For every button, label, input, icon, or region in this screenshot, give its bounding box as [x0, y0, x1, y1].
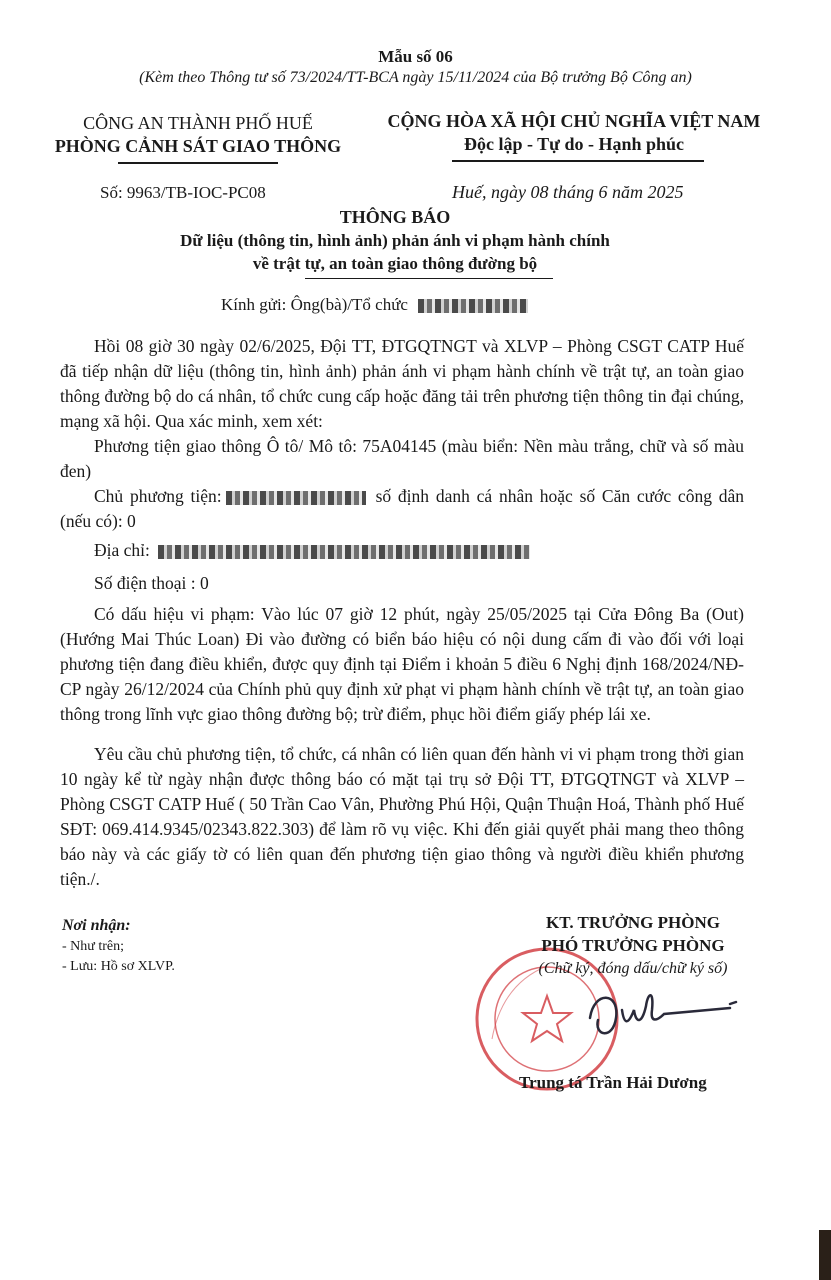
- signer-title-1: KT. TRƯỞNG PHÒNG: [546, 913, 720, 932]
- violation-paragraph: Có dấu hiệu vi phạm: Vào lúc 07 giờ 12 phút, ngày 25/05/2025 tại Cửa Đông Ba (Out) (Hướng Mai Thúc Loan) Đi vào đường có biển báo hiệu có nội dung cấm đi vào đối với loại phương tiện đang điều khiển, được quy định tại Điểm i khoản 5 điều 6 Nghị định 168/2024/NĐ-CP ngày 26/12/2024 của Chính phủ quy định xử phạt vi phạm hành chính về trật tự, an toàn giao thông trong lĩnh vực giao thông đường bộ; trừ điểm, phục hồi điểm giấy phép lái xe.: [60, 604, 744, 724]
- attached-note: (Kèm theo Thông tư số 73/2024/TT-BCA ngày 15/11/2024 của Bộ trưởng Bộ Công an): [139, 69, 692, 86]
- motto-underline: [452, 160, 704, 162]
- phone-paragraph: Số điện thoại : 0: [94, 573, 209, 593]
- address-paragraph: [60, 538, 744, 563]
- address-label: Địa chỉ:: [94, 540, 150, 560]
- request-paragraph: Yêu cầu chủ phương tiện, tổ chức, cá nhân có liên quan đến hành vi vi phạm trong thời gian 10 ngày kể từ ngày nhận được thông báo có mặt tại trụ sở Đội TT, ĐTGQTNGT và XLVP – Phòng CSGT CATP Huế ( 50 Trần Cao Vân, Phường Phú Hội, Quận Thuận Hoá, Thành phố Huế SĐT: 069.414.9345/02343.822.303) để làm rõ vụ việc. Khi đến giải quyết phải mang theo thông báo này và các giấy tờ có liên quan đến phương tiện giao thông và người điều khiển phương tiện./.: [60, 744, 744, 889]
- signer-title-2: PHÓ TRƯỞNG PHÒNG: [541, 936, 725, 955]
- owner-redacted: [226, 491, 366, 505]
- recipient-label: Kính gửi: Ông(bà)/Tổ chức: [221, 295, 408, 314]
- place-date: Huế, ngày 08 tháng 6 năm 2025: [452, 182, 684, 202]
- subtitle-underline: [305, 278, 553, 279]
- doc-number: Số: 9963/TB-IOC-PC08: [100, 183, 266, 202]
- recipient-redacted: [418, 299, 528, 313]
- recipients-item-1: - Như trên;: [62, 939, 125, 954]
- agency-line1: CÔNG AN THÀNH PHỐ HUẾ: [83, 113, 313, 133]
- nation-line1: CỘNG HÒA XÃ HỘI CHỦ NGHĨA VIỆT NAM: [387, 111, 761, 131]
- owner-rest: số định danh cá nhân hoặc số Căn cước công dân (nếu có): 0: [60, 486, 745, 531]
- recipient-line: [221, 295, 528, 315]
- owner-label: Chủ phương tiện:: [94, 486, 222, 506]
- signer-note: (Chữ ký, đóng dấu/chữ ký số): [538, 960, 728, 977]
- form-number: Mẫu số 06: [378, 47, 453, 66]
- address-redacted: [158, 545, 530, 559]
- owner-paragraph: [60, 484, 744, 534]
- photo-edge-shadow: [819, 1230, 831, 1280]
- agency-underline: [118, 162, 278, 164]
- agency-line2: PHÒNG CẢNH SÁT GIAO THÔNG: [54, 136, 342, 156]
- recipients-item-2: - Lưu: Hồ sơ XLVP.: [62, 959, 175, 974]
- vehicle-paragraph: Phương tiện giao thông Ô tô/ Mô tô: 75A04145 (màu biển: Nền màu trắng, chữ và số màu đen): [60, 436, 744, 481]
- doc-subtitle-2: về trật tự, an toàn giao thông đường bộ: [252, 254, 538, 273]
- signer-name: Trung tá Trần Hải Dương: [519, 1073, 707, 1092]
- nation-line2: Độc lập - Tự do - Hạnh phúc: [463, 134, 685, 154]
- doc-subtitle-1: Dữ liệu (thông tin, hình ảnh) phản ánh vi phạm hành chính: [180, 231, 610, 250]
- recipients-heading: Nơi nhận:: [62, 917, 131, 934]
- intro-paragraph: Hồi 08 giờ 30 ngày 02/6/2025, Đội TT, ĐTGQTNGT và XLVP – Phòng CSGT CATP Huế đã tiếp nhận dữ liệu (thông tin, hình ảnh) phản ánh vi phạm hành chính về trật tự, an toàn giao thông đường bộ do cá nhân, tổ chức cung cấp hoặc đăng tải trên phương tiện thông tin đại chúng, mạng xã hội. Qua xác minh, xem xét:: [60, 336, 744, 431]
- doc-title: THÔNG BÁO: [339, 207, 451, 227]
- signature: [580, 980, 740, 1050]
